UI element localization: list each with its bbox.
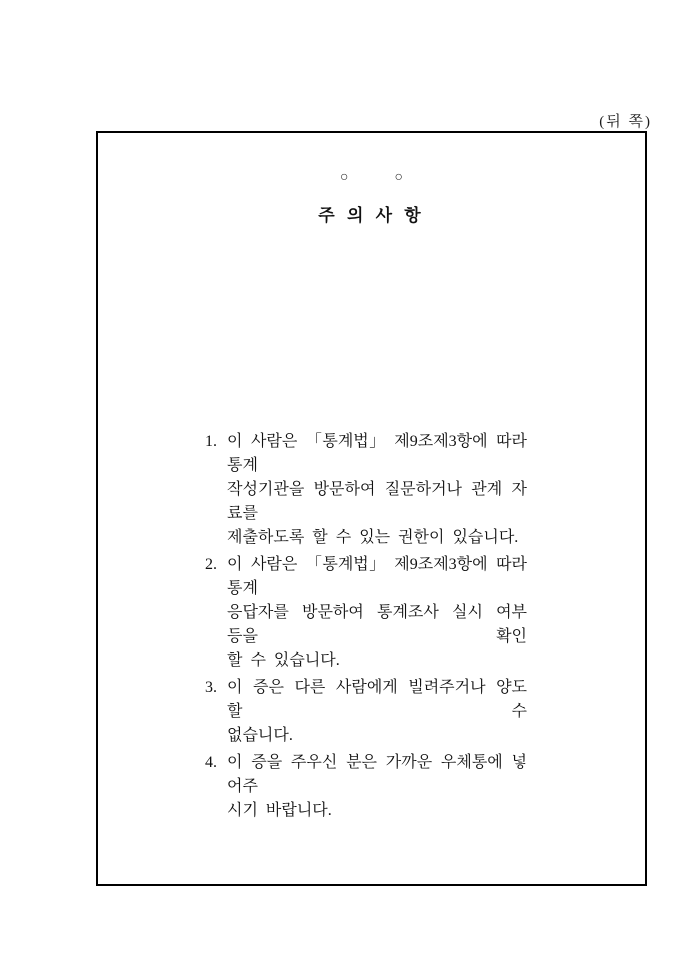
notice-line: 할 수 있습니다. — [227, 652, 340, 669]
notice-line: 이 사람은 「통계법」 제9조제3항에 따라 통계 — [227, 556, 527, 597]
circle-right-icon: ○ — [394, 170, 403, 185]
notice-text — [227, 553, 527, 673]
notice-item-2 — [205, 553, 527, 673]
notice-line: 이 사람은 「통계법」 제9조제3항에 따라 통계 — [227, 433, 527, 474]
document-border-box — [96, 131, 647, 886]
notice-line: 제출하도록 할 수 있는 권한이 있습니다. — [227, 529, 519, 546]
notice-line: 이 증은 다른 사람에게 빌려주거나 양도할 수 — [227, 679, 527, 720]
notice-text — [227, 430, 527, 550]
notice-list — [205, 430, 527, 823]
notice-line: 이 증을 주우신 분은 가까운 우체통에 넣어주 — [227, 754, 527, 795]
page-title: 주 의 사 항 — [318, 206, 425, 225]
notice-line: 없습니다. — [227, 727, 293, 744]
notice-item-4 — [205, 751, 527, 823]
notice-line: 작성기관을 방문하여 질문하거나 관계 자료를 — [227, 481, 527, 522]
notice-text — [227, 751, 527, 823]
notice-item-3 — [205, 676, 527, 748]
punch-hole-circles — [98, 171, 645, 185]
notice-number: 1. — [205, 433, 217, 450]
notice-line: 응답자를 방문하여 통계조사 실시 여부 등을 확인 — [227, 604, 527, 645]
notice-number: 2. — [205, 556, 217, 573]
page-side-label: (뒤 쪽) — [599, 114, 652, 130]
notice-number: 3. — [205, 679, 217, 696]
notice-text — [227, 676, 527, 748]
notice-line: 시기 바랍니다. — [227, 802, 332, 819]
notice-item-1 — [205, 430, 527, 550]
notice-number: 4. — [205, 754, 217, 771]
circle-left-icon: ○ — [340, 170, 349, 185]
